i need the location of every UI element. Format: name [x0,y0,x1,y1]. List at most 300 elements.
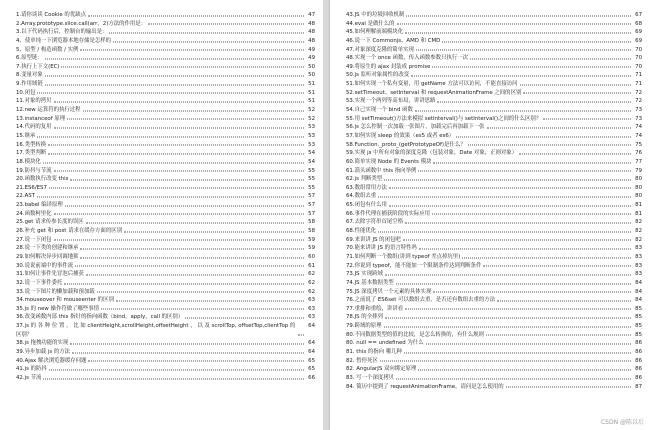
toc-entry[interactable] [346,149,642,158]
toc-entry[interactable] [16,20,315,29]
toc-entry-title: 65.闭包有什么用 [346,202,387,209]
toc-entry-title: 66.事件代理在捕获阶段的实际应用 [346,210,431,217]
toc-entry[interactable] [16,132,315,141]
toc-entry-title: 76.之前说了 ES6set 可以数组去重，是否还有数组去重的方法 [346,297,496,304]
toc-entry-page-number: 85 [635,305,642,312]
toc-entry-page-number: 66 [308,374,315,381]
toc-entry-page-number: 64 [308,340,315,347]
toc-entry-title: 17.类型判断 [16,150,47,157]
toc-entry[interactable] [346,141,642,150]
toc-entry[interactable] [16,270,315,279]
toc-entry[interactable] [16,106,315,115]
toc-dot-leader [45,58,304,59]
toc-entry[interactable] [16,115,315,124]
toc-entry-page-number: 62 [308,279,315,286]
toc-entry[interactable] [16,158,315,167]
toc-dot-leader [396,283,631,284]
toc-entry[interactable] [346,227,642,236]
toc-entry-title: 43.JS 中的垃圾回收机制 [346,12,405,18]
toc-entry-page-number: 51 [308,98,315,105]
toc-entry[interactable] [16,11,315,20]
toc-dot-leader [416,50,631,51]
toc-entry-title: 46.说一下 Commonjs、AMD 和 CMD [346,37,441,44]
toc-entry[interactable] [346,374,642,383]
toc-dot-leader [523,93,631,94]
toc-dot-leader [80,257,304,258]
toc-dot-leader [109,32,304,33]
toc-dot-leader [378,231,631,232]
toc-entry-page-number: 86 [635,366,642,373]
toc-entry-title: 11.对象的拷贝 [16,98,52,105]
toc-entry[interactable] [16,279,315,288]
toc-entry[interactable] [346,80,642,89]
toc-entry[interactable] [346,132,642,141]
toc-dot-leader [433,162,631,163]
toc-entry-page-number: 57 [308,193,315,200]
toc-entry-title: 45.如何理解前端模块化 [346,29,404,36]
toc-entry-page-number: 74 [635,132,642,139]
toc-entry[interactable] [346,115,642,124]
toc-entry[interactable] [346,123,642,132]
toc-dot-leader [43,162,304,163]
toc-entry[interactable] [16,296,315,305]
toc-entry[interactable] [346,192,642,201]
toc-dot-leader [49,188,304,189]
toc-entry-page-number: 59 [308,236,315,243]
toc-entry-title: 75.JS 深度拷贝一个元素的具体实现 [346,288,432,295]
toc-dot-leader [432,214,631,215]
toc-entry-page-number: 57 [308,202,315,209]
toc-entry[interactable] [16,71,315,80]
toc-entry-page-number: 52 [308,107,315,114]
toc-dot-leader [415,110,631,111]
toc-entry[interactable] [16,175,315,184]
toc-entry-title: 31.如何让事件先冒泡后捕获 [16,271,84,278]
toc-entry-title: 67.去除字符串首尾空格 [346,219,404,226]
toc-entry-title: 57.如何实现 sleep 的效果（es5 或者 es6） [346,132,455,139]
toc-entry[interactable] [346,244,642,253]
toc-entry[interactable] [346,357,642,366]
toc-dot-leader [520,84,631,85]
toc-entry-title: 28.说一下类的创建和继承 [16,245,79,252]
toc-entry[interactable] [16,63,315,72]
watermark: CSDN @陈以后 [600,419,644,426]
toc-entry-title: 80. null == undefined 为什么 [346,340,424,347]
toc-entry[interactable] [346,305,642,314]
toc-dot-leader [397,24,631,25]
toc-dot-leader [37,197,304,198]
page-gap [323,0,330,430]
toc-entry[interactable] [16,123,315,132]
toc-entry-page-number: 85 [635,314,642,321]
toc-entry-page-number: 51 [308,89,315,96]
toc-dot-leader [86,274,304,275]
toc-entry[interactable] [346,54,642,63]
toc-entry-page-number: 82 [635,228,642,235]
toc-entry[interactable] [346,158,642,167]
toc-dot-leader [543,119,631,120]
toc-entry-page-number: 75 [635,141,642,148]
toc-entry[interactable] [346,184,642,193]
toc-entry-page-number: 86 [635,340,642,347]
toc-entry-page-number: 55 [308,184,315,191]
toc-entry-page-number: 64 [308,323,315,330]
toc-entry-title: 12.new 运算符的执行过程 [16,107,81,114]
toc-entry-page-number: 84 [635,279,642,286]
toc-entry-title: 38.js 拖拽功能的实现 [16,340,69,347]
toc-entry[interactable] [346,175,642,184]
toc-entry[interactable] [346,253,642,262]
toc-entry-title: 27.说一下闭包 [16,236,52,243]
toc-entry-title: 23.babel 编译原理 [16,202,63,209]
toc-entry-page-number: 65 [308,366,315,373]
toc-entry-page-number: 53 [308,132,315,139]
toc-entry-title: 25.get 请求传参长度的误区 [16,219,84,226]
toc-entry[interactable] [346,201,642,210]
toc-entry[interactable] [346,339,642,348]
toc-dot-leader [378,197,631,198]
toc-dot-leader [519,153,631,154]
toc-dot-leader [75,266,304,267]
toc-entry[interactable] [16,80,315,89]
toc-entry-title: 1.请你谈谈 Cookie 的优缺点 [16,12,86,18]
toc-entry-title: 37.js 的 各 种 位 置 ， 比 如 clientHeight,scrollHeight,offsetHeight ， 以 及 scrollTop, offsetTop,clientTop 的区别？ [16,323,296,338]
toc-entry-page-number: 80 [635,184,642,191]
toc-dot-leader [384,179,631,180]
toc-entry-title: 26.补充 get 和 post 请求在缓存方面的区别 [16,228,122,235]
toc-entry-page-number: 85 [635,323,642,330]
toc-entry-page-number: 84 [635,297,642,304]
toc-entry-title: 49.将原生的 ajax 封装成 promise [346,63,431,70]
toc-entry[interactable] [16,46,315,55]
toc-entry[interactable] [346,71,642,80]
toc-entry-title: 83. 写一个深度拷贝 [346,374,395,381]
toc-entry-page-number: 47 [308,12,315,18]
toc-dot-leader [404,352,631,353]
toc-entry-title: 10.闭包 [16,89,36,96]
toc-entry-page-number: 80 [635,176,642,183]
toc-entry[interactable] [346,97,642,106]
toc-entry-page-number: 86 [635,348,642,355]
toc-entry[interactable] [16,253,315,262]
toc-entry-title: 56.js 怎么控制一次加载一张图片，加载完后再加载下一张 [346,124,485,131]
toc-entry[interactable] [16,244,315,253]
toc-dot-leader [468,145,631,146]
toc-entry-title: 24.函数柯里化 [16,210,52,217]
toc-dot-leader [37,93,304,94]
toc-entry[interactable] [16,339,315,348]
toc-entry-page-number: 73 [635,107,642,114]
toc-entry[interactable] [346,296,642,305]
toc-dot-leader [405,309,631,310]
toc-dot-leader [185,318,304,319]
toc-dot-leader [385,318,631,319]
toc-dot-leader [405,223,631,224]
toc-entry[interactable] [346,167,642,176]
toc-entry[interactable] [16,348,315,357]
toc-entry[interactable] [346,279,642,288]
toc-entry-title: 72.你说到 typeof，能不能加一个限制条件达到判断条件 [346,262,482,269]
toc-entry-page-number: 49 [308,46,315,53]
toc-entry-title: 61.箭头函数中 this 指向举例 [346,167,417,174]
toc-entry[interactable] [16,167,315,176]
toc-entry-title: 2.Array.prototype.slice.call(arr，2)方法的作用是： [16,20,147,27]
toc-entry-title: 40.Ajax 解决浏览器缓存问题 [16,357,87,364]
toc-entry-page-number: 58 [308,228,315,235]
toc-dot-leader [45,76,304,77]
toc-entry-title: 68.性能优化 [346,228,377,235]
toc-entry-page-number: 49 [308,55,315,62]
toc-entry-title: 44.eval 是做什么的 [346,20,395,27]
toc-entry-title: 59.实现 js 中所有对象的深度克隆（包装对象，Date 对象，正则对象） [346,150,518,157]
toc-dot-leader [88,361,304,362]
toc-entry[interactable] [16,313,315,322]
toc-entry-title: 74.JS 基本数据类型 [346,279,394,286]
toc-entry-page-number: 85 [635,331,642,338]
toc-entry-page-number: 70 [635,46,642,53]
toc-entry-title: 20.函数执行改变 this [16,176,69,183]
toc-entry[interactable] [346,37,642,46]
toc-entry-page-number: 63 [308,314,315,321]
toc-entry[interactable] [346,46,642,55]
toc-entry-page-number: 64 [308,349,315,355]
toc-entry-page-number: 74 [635,124,642,131]
toc-entry[interactable] [16,322,315,339]
toc-entry-page-number: 81 [635,210,642,217]
toc-dot-leader [506,387,631,388]
toc-dot-leader [396,378,631,379]
toc-entry-page-number: 83 [635,253,642,260]
toc-entry[interactable] [346,236,642,245]
toc-entry-page-number: 63 [308,297,315,304]
toc-entry-page-number: 77 [635,158,642,165]
toc-entry[interactable] [16,357,315,366]
toc-entry-title: 48.实现一个 once 函数，传入函数参数只执行一次 [346,55,469,62]
toc-entry-page-number: 87 [635,383,642,390]
toc-entry[interactable] [16,210,315,219]
toc-entry-title: 9.作用域链 [16,81,43,88]
toc-entry-title: 51.如何实现一个私有变量，用 getName 方法可以访问，不能直接访问 [346,81,518,88]
toc-dot-leader [49,369,304,370]
toc-dot-leader [433,292,631,293]
toc-entry-page-number: 83 [635,245,642,252]
toc-entry-page-number: 59 [308,245,315,252]
toc-entry-title: 18.模块化 [16,158,41,165]
toc-entry-title: 42.js 节流 [16,374,42,381]
toc-entry-page-number: 48 [308,29,315,36]
toc-entry[interactable] [16,288,315,297]
toc-entry-page-number: 70 [635,55,642,62]
toc-dot-leader [86,223,304,224]
toc-entry[interactable] [346,218,642,227]
toc-dot-leader [385,274,631,275]
toc-entry[interactable] [346,106,642,115]
toc-entry[interactable] [16,305,315,314]
toc-entry-title: 4、使单纯一下浏览器本地存储是怎样的 [16,37,112,44]
toc-dot-leader [88,15,304,16]
toc-entry-title: 15.继承 [16,132,36,139]
toc-entry[interactable] [346,348,642,357]
toc-entry-title: 32.说一下事件委托 [16,279,63,286]
toc-entry-page-number: 70 [635,63,642,70]
toc-entry-title: 33.说一下图片的懒加载和预加载 [16,288,95,295]
toc-entry-title: 30.说说前端中的事件流 [16,262,74,269]
toc-entry-page-number: 55 [308,167,315,174]
toc-entry-title: 21.ES6/ES7 [16,184,47,191]
toc-dot-leader [470,58,631,59]
toc-dot-leader [426,343,631,344]
toc-entry[interactable] [16,89,315,98]
toc-entry-title: 22.AST [16,193,35,200]
toc-entry-title: 14.代码的复用 [16,124,52,131]
toc-entry-page-number: 53 [308,141,315,148]
toc-entry-page-number: 55 [308,176,315,183]
toc-entry[interactable] [16,218,315,227]
toc-entry[interactable] [16,192,315,201]
toc-entry[interactable] [16,149,315,158]
toc-dot-leader [148,24,304,25]
toc-dot-leader [405,32,631,33]
toc-entry[interactable] [346,331,642,340]
toc-dot-leader [48,153,304,154]
toc-entry-title: 6.原型链： [16,55,43,62]
toc-entry-page-number: 51 [308,81,315,88]
toc-entry[interactable] [16,227,315,236]
toc-entry-page-number: 71 [635,72,642,79]
toc-entry-page-number: 80 [635,193,642,200]
toc-dot-leader [389,188,631,189]
toc-entry-page-number: 84 [635,288,642,295]
toc-entry-title: 60.简单实现 Node 的 Events 模块 [346,158,432,165]
toc-entry[interactable] [346,365,642,374]
toc-dot-leader [124,231,304,232]
toc-entry-page-number: 54 [308,150,315,157]
toc-dot-leader [403,240,631,241]
toc-entry-title: 63.数组常用方法 [346,184,387,191]
toc-dot-leader [43,378,304,379]
toc-entry-page-number: 52 [308,115,315,122]
toc-entry-title: 13.instanceof 原理 [16,115,66,122]
toc-entry[interactable] [346,313,642,322]
toc-entry-title: 82. AngularJS 双向绑定原理 [346,366,417,373]
toc-entry-page-number: 68 [635,20,642,27]
toc-entry-page-number: 79 [635,167,642,174]
toc-entry[interactable] [16,28,315,37]
toc-entry-page-number: 76 [635,150,642,157]
toc-entry-title: 79.跨域的原理 [346,323,382,330]
toc-entry[interactable] [16,236,315,245]
toc-entry-title: 55.用 setTimeout()方法来模拟 setInterval()与 setInterval()之间的什么区别？ [346,115,542,122]
toc-entry[interactable] [16,184,315,193]
toc-entry-page-number: 50 [308,72,315,79]
toc-entry[interactable] [346,89,642,98]
toc-entry-title: 5、原型 / 构造函数 / 实例 [16,46,79,53]
toc-entry[interactable] [346,270,642,279]
toc-entry-page-number: 71 [635,81,642,88]
toc-dot-leader [72,352,304,353]
toc-entry[interactable] [346,210,642,219]
toc-entry[interactable] [346,383,642,392]
toc-entry[interactable] [16,365,315,374]
toc-entry-title: 47.对象深度克隆的简单实现 [346,46,414,53]
toc-entry[interactable] [16,201,315,210]
toc-dot-leader [101,309,304,310]
toc-dot-leader [406,15,631,16]
toc-entry[interactable] [16,97,315,106]
toc-list-left [16,11,315,383]
toc-entry-page-number: 53 [308,124,315,131]
toc-entry[interactable] [346,322,642,331]
toc-entry-title: 77.重排和重绘，讲讲看 [346,305,404,312]
toc-entry-page-number: 81 [635,202,642,209]
toc-dot-leader [54,127,304,128]
toc-entry[interactable] [346,28,642,37]
toc-entry-title: 82. 暂停死区 [346,357,378,364]
toc-entry[interactable] [16,54,315,63]
toc-dot-leader [54,171,304,172]
toc-dot-leader [442,41,631,42]
toc-entry-page-number: 63 [308,305,315,312]
toc-dot-leader [37,136,304,137]
toc-entry[interactable] [346,20,642,29]
toc-entry[interactable] [16,262,315,271]
toc-entry-page-number: 72 [635,98,642,105]
toc-entry[interactable] [346,11,642,20]
toc-entry-title: 3.以下代码执行后，控制台的输出是： [16,29,108,36]
toc-entry-title: 16.类型转换 [16,141,47,148]
toc-entry-title: 80.不同数据类型的值的比较，是怎么转换的，有什么规则 [346,331,484,338]
toc-entry-title: 58.Function._proto_(getPrototypeOf)是什么？ [346,141,466,148]
toc-entry-title: 8.变量对象 [16,72,43,79]
toc-dot-leader [380,361,631,362]
toc-dot-leader [389,205,631,206]
toc-entry-title: 71.如何判断一个数组(讲到 typeof 差点掉坑里) [346,253,461,260]
toc-entry-title: 64.数组去重 [346,193,377,200]
toc-entry-title: 52.setTimeout、setInterval 和 requestAnimationFrame 之间的区别 [346,89,522,96]
toc-dot-leader [384,326,631,327]
toc-entry[interactable] [346,288,642,297]
toc-entry-page-number: 65 [308,357,315,364]
toc-dot-leader [486,335,631,336]
toc-entry[interactable] [16,37,315,46]
toc-dot-leader [411,76,631,77]
toc-dot-leader [462,257,631,258]
toc-entry-title: 39.异步加载 js 的方法 [16,349,71,355]
toc-dot-leader [497,300,631,301]
toc-entry[interactable] [16,141,315,150]
toc-entry-title: 53.实现一个两列等高布局，讲讲思路 [346,98,436,105]
toc-entry-page-number: 86 [635,374,642,381]
toc-entry[interactable] [16,374,315,383]
toc-dot-leader [418,171,631,172]
toc-dot-leader [418,369,631,370]
toc-entry-page-number: 62 [308,288,315,295]
toc-entry-page-number: 48 [308,20,315,27]
toc-entry[interactable] [346,262,642,271]
toc-entry-title: 62.js 判断类型 [346,176,383,183]
toc-entry-page-number: 86 [635,357,642,364]
toc-entry-page-number: 73 [635,115,642,122]
toc-dot-leader [54,240,304,241]
toc-entry[interactable] [346,63,642,72]
toc-entry-title: 34.mouseover 和 mouseenter 的区别 [16,297,114,304]
toc-dot-leader [483,266,631,267]
toc-entry-page-number: 69 [635,37,642,44]
toc-entry-title: 70.能来讲讲 JS 的语言特性吗 [346,245,417,252]
document-page-left [0,0,323,430]
toc-dot-leader [83,110,304,111]
toc-dot-leader [80,248,304,249]
